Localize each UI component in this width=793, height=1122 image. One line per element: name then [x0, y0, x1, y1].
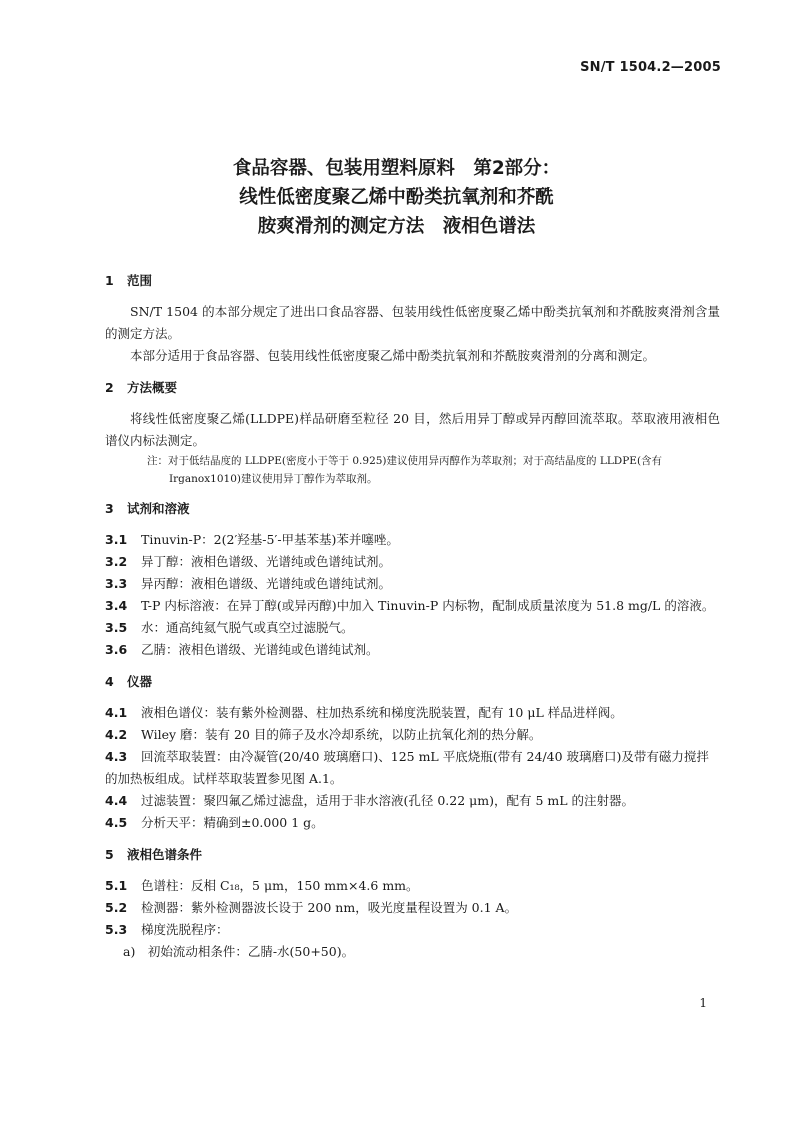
section-heading-method-summary: 2 方法概要	[105, 380, 178, 395]
list-item: 3.4 T-P 内标溶液：在异丁醇(或异丙醇)中加入 Tinuvin-P 内标物，配制成质量浓度为 51.8 mg/L 的溶液。	[105, 598, 715, 613]
paragraph: SN/T 1504 的本部分规定了进出口食品容器、包装用线性低密度聚乙烯中酚类抗氧剂和芥酰胺爽滑剂含量的测定方法。	[105, 304, 720, 341]
page-number: 1	[699, 996, 707, 1010]
list-item: 4.3 回流萃取装置：由冷凝管(20/40 玻璃磨口)、125 mL 平底烧瓶(带有 24/40 玻璃磨口)及带有磁力搅拌的加热板组成。试样萃取装置参见图 A.1。	[105, 749, 709, 786]
list-item: 4.1 液相色谱仪：装有紫外检测器、柱加热系统和梯度洗脱装置，配有 10 μL 样品进样阀。	[105, 705, 623, 720]
sub-list-item: a) 初始流动相条件：乙腈-水(50+50)。	[123, 944, 355, 959]
document-number: SN/T 1504.2—2005	[580, 60, 721, 75]
document-title	[0, 154, 793, 241]
title-line-2: 线性低密度聚乙烯中酚类抗氧剂和芥酰	[239, 187, 554, 208]
list-item: 4.4 过滤装置：聚四氟乙烯过滤盘，适用于非水溶液(孔径 0.22 μm)，配有 5 mL 的注射器。	[105, 793, 635, 808]
section-heading-reagents: 3 试剂和溶液	[105, 501, 190, 516]
list-item: 3.5 水：通高纯氦气脱气或真空过滤脱气。	[105, 620, 354, 635]
list-item: 5.1 色谱柱：反相 C₁₈，5 μm，150 mm×4.6 mm。	[105, 878, 419, 893]
note-line: Irganox1010)建议使用异丁醇作为萃取剂。	[169, 473, 378, 485]
paragraph: 本部分适用于食品容器、包装用线性低密度聚乙烯中酚类抗氧剂和芥酰胺爽滑剂的分离和测定。	[130, 348, 656, 363]
list-item: 3.3 异丙醇：液相色谱级、光谱纯或色谱纯试剂。	[105, 576, 392, 591]
section-heading-lc-conditions: 5 液相色谱条件	[105, 847, 203, 862]
title-line-3: 胺爽滑剂的测定方法 液相色谱法	[257, 216, 536, 237]
section-heading-apparatus: 4 仪器	[105, 674, 153, 689]
list-item: 3.2 异丁醇：液相色谱级、光谱纯或色谱纯试剂。	[105, 554, 392, 569]
list-item: 3.6 乙腈：液相色谱级、光谱纯或色谱纯试剂。	[105, 642, 379, 657]
document-body	[105, 270, 720, 963]
list-item: 5.2 检测器：紫外检测器波长设于 200 nm，吸光度量程设置为 0.1 A。	[105, 900, 518, 915]
section-heading-scope: 1 范围	[105, 273, 153, 288]
list-item: 4.2 Wiley 磨：装有 20 目的筛子及水冷却系统，以防止抗氧化剂的热分解。	[105, 727, 542, 742]
note-line: 注：对于低结晶度的 LLDPE(密度小于等于 0.925)建议使用异丙醇作为萃取剂；对于高结晶度的 LLDPE(含有	[147, 455, 663, 467]
list-item: 4.5 分析天平：精确到±0.000 1 g。	[105, 815, 324, 830]
title-line-1: 食品容器、包装用塑料原料 第2部分：	[232, 158, 561, 179]
list-item: 3.1 Tinuvin-P：2(2′羟基-5′-甲基苯基)苯并噻唑。	[105, 532, 399, 547]
paragraph: 将线性低密度聚乙烯(LLDPE)样品研磨至粒径 20 目，然后用异丁醇或异丙醇回流萃取。萃取液用液相色谱仪内标法测定。	[105, 411, 720, 448]
list-item: 5.3 梯度洗脱程序：	[105, 922, 229, 937]
